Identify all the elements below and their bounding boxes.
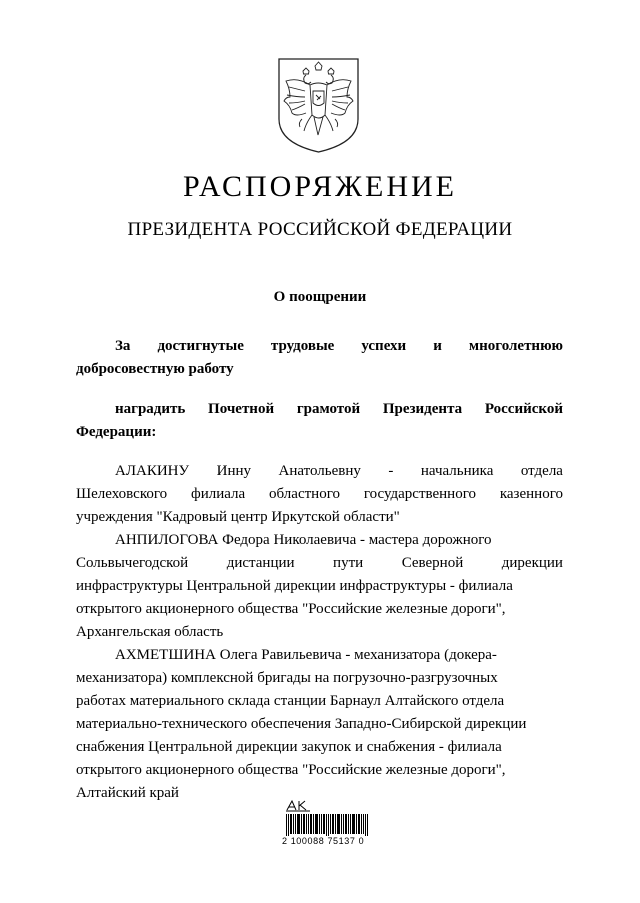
barcode-icon: [286, 814, 369, 836]
word: и: [433, 338, 442, 354]
word: Российской: [484, 401, 563, 417]
word: Северной: [401, 555, 464, 571]
word: отдела: [520, 463, 563, 479]
word: многолетнюю: [468, 338, 563, 354]
preamble-line-1: [76, 335, 563, 358]
awardee-3-line-7: Алтайский край: [76, 785, 179, 801]
preamble-paragraph: [76, 335, 563, 381]
awardee-3-line-6: открытого акционерного общества "Российские железные дороги",: [76, 762, 506, 778]
word: успехи: [361, 338, 407, 354]
word: Почетной: [208, 401, 275, 417]
awardee-2-line-3: инфраструктуры Центральной дирекции инфраструктуры - филиала: [76, 578, 513, 594]
word: грамотой: [296, 401, 361, 417]
awardee-3-line-5: снабжения Центральной дирекции закупок и снабжения - филиала: [76, 739, 502, 755]
awardee-2-line-5: Архангельская область: [76, 624, 224, 640]
word: казенного: [499, 486, 563, 502]
word: пути: [333, 555, 364, 571]
awardee-2-line-2: [76, 552, 563, 575]
barcode-number: 2 100088 75137 0: [282, 836, 365, 846]
awardee-2-line-4: открытого акционерного общества "Российские железные дороги",: [76, 601, 506, 617]
awardee-3-line-4: материально-технического обеспечения Западно-Сибирской дирекции: [76, 716, 527, 732]
awardee-list: [76, 460, 563, 805]
word: областного: [269, 486, 340, 502]
word: Инну: [216, 463, 252, 479]
word: дистанции: [226, 555, 295, 571]
word: Сольвычегодской: [76, 555, 189, 571]
document-subtitle: ПРЕЗИДЕНТА РОССИЙСКОЙ ФЕДЕРАЦИИ: [127, 219, 513, 240]
word: начальника: [420, 463, 494, 479]
decision-paragraph: [76, 398, 563, 444]
word: -: [388, 463, 394, 479]
decision-line-2: Федерации:: [76, 424, 157, 440]
decision-line-1: [76, 398, 563, 421]
word: За: [115, 338, 131, 354]
word: Шелеховского: [76, 486, 168, 502]
document-subject: О поощрении: [273, 289, 367, 305]
awardee-3-line-3: работах материального склада станции Барнаул Алтайского отдела: [76, 693, 505, 709]
word: наградить: [115, 401, 186, 417]
awardee-2-line-1: АНПИЛОГОВА Федора Николаевича - мастера дорожного: [115, 532, 492, 548]
awardee-1-line-2: [76, 483, 563, 506]
word: филиала: [190, 486, 246, 502]
russian-coat-of-arms-icon: [277, 57, 360, 154]
awardee-1-line-3: учреждения "Кадровый центр Иркутской области": [76, 509, 400, 525]
word: Анатольевну: [278, 463, 361, 479]
word: государственного: [363, 486, 476, 502]
preamble-line-2: добросовестную работу: [76, 361, 234, 377]
registration-mark-icon: [285, 799, 311, 812]
document-title: РАСПОРЯЖЕНИЕ: [182, 170, 458, 203]
word: дирекции: [501, 555, 563, 571]
word: АЛАКИНУ: [115, 463, 190, 479]
word: достигнутые: [157, 338, 244, 354]
word: трудовые: [270, 338, 335, 354]
awardee-3-line-2: механизатора) комплексной бригады на погрузочно-разгрузочных: [76, 670, 498, 686]
awardee-1-line-1: [76, 460, 563, 483]
word: Президента: [382, 401, 463, 417]
awardee-3-line-1: АХМЕТШИНА Олега Равильевича - механизатора (докера-: [115, 647, 497, 663]
